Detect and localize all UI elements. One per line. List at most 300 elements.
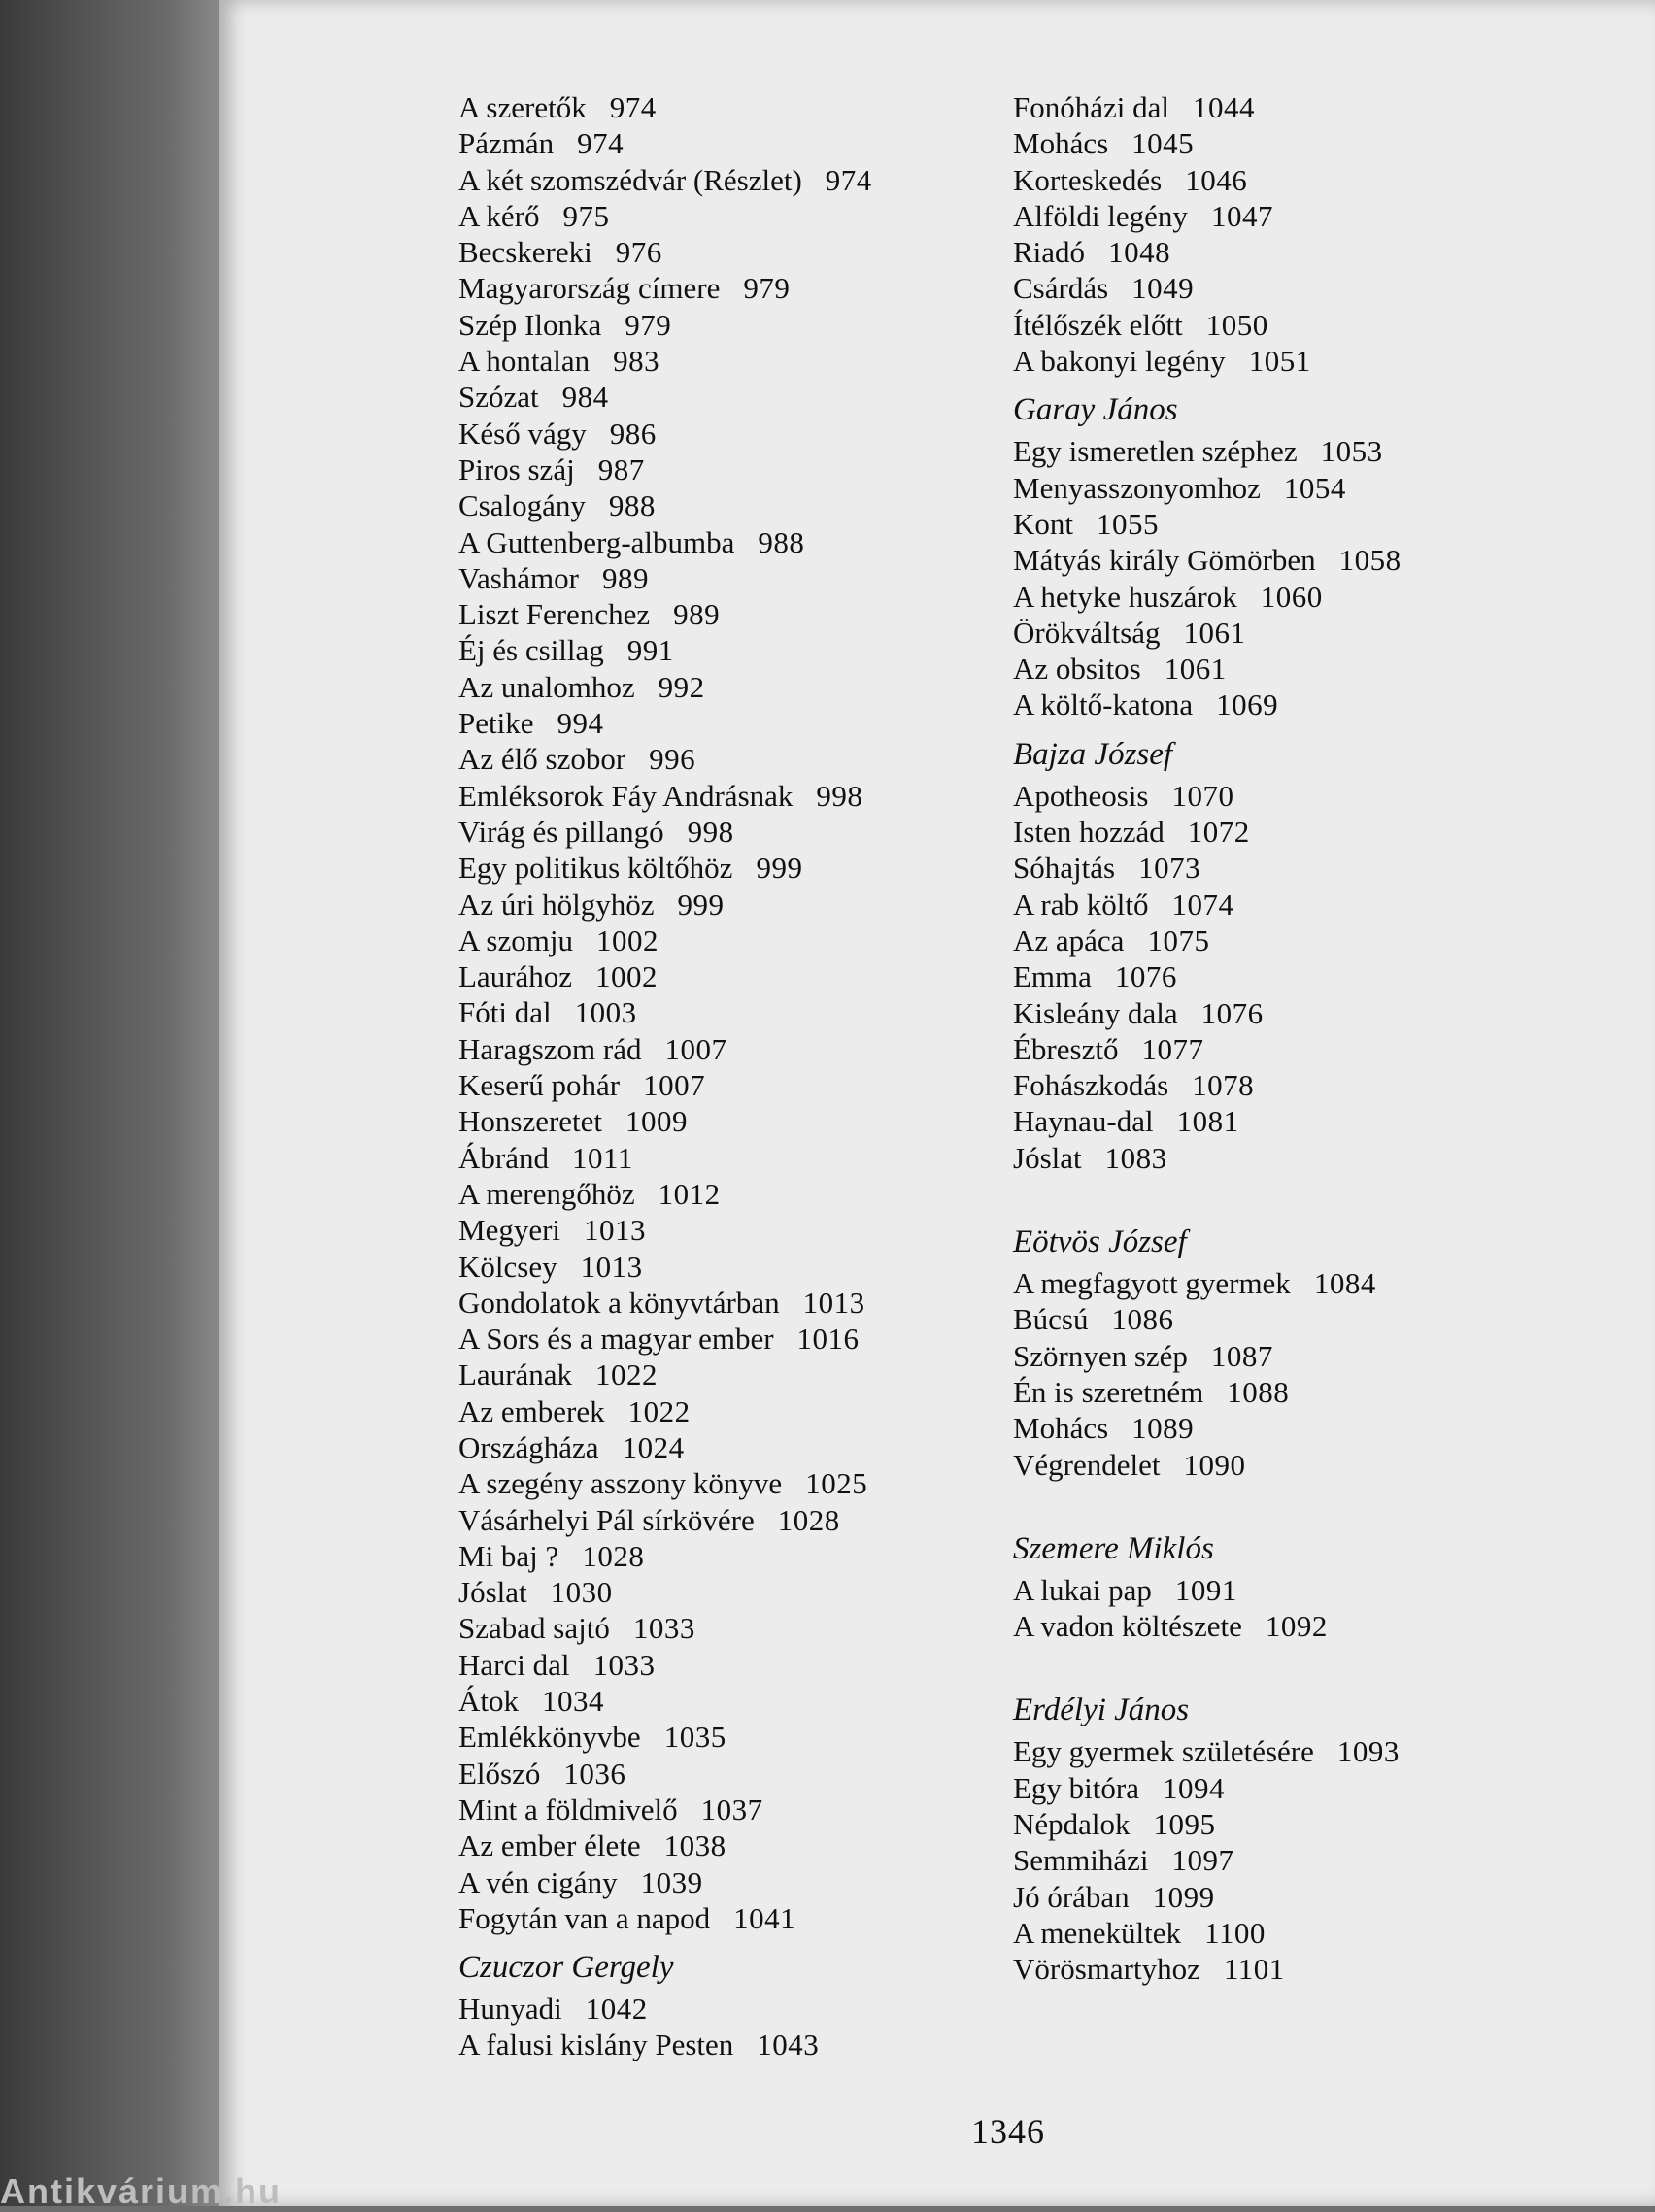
- toc-entry: [1013, 814, 1402, 850]
- toc-entry-page: 1016: [796, 1322, 860, 1357]
- toc-entry-title: Jóslat: [1013, 1140, 1082, 1175]
- toc-entry-title: Egy gyermek születésére: [1013, 1734, 1314, 1769]
- toc-entry: [1013, 1447, 1402, 1483]
- toc-entry: [458, 1285, 872, 1321]
- toc-entry: [458, 307, 872, 343]
- toc-entry-title: Átok: [458, 1684, 519, 1719]
- toc-entry: [458, 198, 872, 234]
- toc-entry: [1013, 125, 1402, 161]
- toc-entry-title: Apotheosis: [1013, 778, 1149, 813]
- toc-entry: [1013, 1733, 1402, 1769]
- toc-entry: [458, 1249, 872, 1285]
- toc-entry: [1013, 1338, 1402, 1374]
- toc-entry: [458, 452, 872, 487]
- toc-entry-page: 1051: [1248, 344, 1311, 379]
- toc-entry-page: 1034: [542, 1684, 604, 1719]
- toc-entry-title: A kérő: [458, 198, 540, 233]
- toc-entry: [458, 1357, 872, 1392]
- toc-entry: [458, 1827, 872, 1863]
- toc-entry-page: 1073: [1138, 851, 1201, 886]
- toc-entry: [458, 1031, 872, 1067]
- toc-entry-title: Örökváltság: [1013, 615, 1161, 650]
- toc-entry: [1013, 506, 1402, 542]
- toc-entry-title: A Guttenberg-albumba: [458, 524, 735, 559]
- toc-entry-page: 1091: [1174, 1572, 1237, 1607]
- toc-left-column: [458, 89, 872, 2063]
- toc-entry-title: A vén cigány: [458, 1864, 618, 1899]
- toc-entry-page: 1070: [1171, 778, 1234, 813]
- toc-entry-page: 983: [613, 344, 660, 379]
- toc-entry-page: 975: [562, 198, 610, 233]
- toc-entry: [1013, 343, 1402, 379]
- toc-entry: [1013, 1301, 1402, 1337]
- section-spacer: [1013, 1176, 1402, 1211]
- toc-entry-title: A megfagyott gyermek: [1013, 1266, 1291, 1301]
- toc-entry-page: 1055: [1097, 506, 1159, 541]
- toc-entry-page: 984: [561, 380, 609, 415]
- toc-entry-page: 1076: [1200, 995, 1264, 1030]
- toc-entry-page: 1028: [582, 1538, 645, 1573]
- toc-entry-title: A Sors és a magyar ember: [458, 1322, 774, 1357]
- toc-entry: [458, 1991, 872, 2027]
- toc-entry: [458, 632, 872, 668]
- toc-entry-page: 1097: [1171, 1843, 1234, 1878]
- toc-entry-title: Isten hozzád: [1013, 815, 1165, 850]
- toc-entry-page: 1083: [1104, 1140, 1167, 1175]
- toc-entry-page: 1022: [595, 1357, 659, 1392]
- toc-entry-page: 1003: [574, 995, 637, 1030]
- toc-entry: [458, 343, 872, 379]
- toc-entry-page: 1038: [663, 1828, 726, 1863]
- toc-entry-title: Riadó: [1013, 235, 1086, 270]
- toc-entry: [1013, 1879, 1402, 1915]
- toc-entry-page: 1044: [1193, 90, 1255, 124]
- toc-entry: [458, 1140, 872, 1176]
- toc-entry-page: 1088: [1227, 1374, 1290, 1409]
- toc-entry-title: Az obsitos: [1013, 652, 1141, 687]
- toc-entry: [458, 125, 872, 161]
- toc-entry-title: A lukai pap: [1013, 1572, 1152, 1607]
- toc-entry-title: Ébresztő: [1013, 1031, 1119, 1066]
- toc-entry-title: Vashámor: [458, 560, 579, 595]
- toc-entry: [458, 596, 872, 632]
- toc-entry-page: 988: [758, 524, 805, 559]
- toc-entry-title: Szörnyen szép: [1013, 1338, 1188, 1373]
- toc-entry-title: Előszó: [458, 1756, 541, 1791]
- toc-entry: [458, 162, 872, 198]
- toc-entry-page: 1060: [1260, 579, 1323, 614]
- toc-entry-title: Az élő szobor: [458, 742, 626, 777]
- toc-entry-page: 986: [609, 416, 657, 451]
- toc-entry-page: 1002: [595, 922, 659, 957]
- toc-entry-title: Egy politikus költőhöz: [458, 851, 733, 886]
- toc-entry: [1013, 922, 1402, 958]
- toc-entry: [1013, 89, 1402, 125]
- toc-entry: [1013, 615, 1402, 651]
- toc-entry: [458, 234, 872, 270]
- toc-entry: [1013, 1770, 1402, 1806]
- toc-entry-page: 1007: [643, 1068, 706, 1103]
- toc-entry-title: Gondolatok a könyvtárban: [458, 1285, 780, 1320]
- toc-entry: [458, 1502, 872, 1538]
- toc-entry-page: 1049: [1131, 271, 1195, 306]
- toc-entry-page: 1046: [1185, 162, 1248, 197]
- toc-entry: [1013, 1374, 1402, 1410]
- toc-entry-page: 1100: [1204, 1915, 1266, 1950]
- toc-entry-title: Egy ismeretlen széphez: [1013, 434, 1298, 469]
- toc-entry: [1013, 651, 1402, 687]
- toc-entry: [458, 270, 872, 306]
- toc-entry-title: Vörösmartyhoz: [1013, 1952, 1200, 1987]
- toc-entry-title: Fohászkodás: [1013, 1068, 1169, 1103]
- toc-entry-title: Hunyadi: [458, 1992, 562, 2027]
- toc-entry-title: Országháza: [458, 1429, 599, 1464]
- toc-entry-title: Az emberek: [458, 1393, 605, 1428]
- toc-entry-title: A rab költő: [1013, 887, 1149, 922]
- author-heading: Eötvös József: [1013, 1224, 1187, 1260]
- watermark: Antikvárium.hu: [0, 2171, 283, 2211]
- toc-entry-page: 1036: [563, 1756, 626, 1791]
- toc-entry-page: 1042: [585, 1992, 648, 2027]
- toc-entry-title: Búcsú: [1013, 1302, 1089, 1337]
- toc-entry-title: Keserű pohár: [458, 1068, 621, 1103]
- toc-entry-page: 974: [609, 90, 657, 124]
- toc-entry-page: 1030: [550, 1575, 613, 1610]
- toc-entry: [458, 1176, 872, 1212]
- toc-entry-page: 1069: [1216, 687, 1279, 722]
- toc-entry-title: Virág és pillangó: [458, 814, 664, 849]
- toc-entry: [458, 1864, 872, 1900]
- toc-entry-title: Szabad sajtó: [458, 1611, 610, 1646]
- toc-entry-page: 1009: [625, 1104, 689, 1139]
- toc-entry: [1013, 1410, 1402, 1446]
- toc-entry: [1013, 778, 1402, 814]
- toc-entry: [458, 1429, 872, 1465]
- toc-entry: [1013, 307, 1402, 343]
- toc-entry-title: Mint a földmivelő: [458, 1792, 678, 1827]
- toc-entry-title: Emlékkönyvbe: [458, 1720, 641, 1755]
- toc-entry-title: Kont: [1013, 506, 1073, 541]
- toc-entry-page: 994: [557, 706, 604, 741]
- toc-entry-title: A vadon költészete: [1013, 1609, 1242, 1644]
- toc-entry: [1013, 1915, 1402, 1951]
- toc-entry-title: A szomju: [458, 922, 573, 957]
- toc-entry-page: 989: [673, 597, 721, 632]
- toc-entry-title: Kisleány dala: [1013, 995, 1178, 1030]
- book-page: [219, 0, 1655, 2206]
- toc-entry: [1013, 958, 1402, 994]
- toc-entry-title: Mátyás király Gömörben: [1013, 543, 1316, 578]
- toc-entry-title: Vásárhelyi Pál sírkövére: [458, 1502, 755, 1537]
- toc-entry: [458, 1792, 872, 1827]
- toc-entry-title: Korteskedés: [1013, 162, 1163, 197]
- toc-entry: [458, 1465, 872, 1501]
- toc-entry-title: Emma: [1013, 959, 1092, 994]
- toc-entry-page: 1013: [584, 1213, 647, 1248]
- toc-entry-title: Laurának: [458, 1357, 573, 1392]
- toc-entry: [458, 778, 872, 814]
- toc-entry: [458, 1393, 872, 1429]
- toc-entry-page: 1002: [595, 959, 659, 994]
- toc-entry-page: 1053: [1320, 434, 1383, 469]
- toc-entry-title: Éj és csillag: [458, 633, 604, 668]
- toc-entry: [458, 741, 872, 777]
- toc-entry: [1013, 470, 1402, 506]
- toc-entry: [1013, 1103, 1402, 1139]
- toc-entry-page: 1054: [1283, 470, 1346, 505]
- author-heading: Szemere Miklós: [1013, 1530, 1214, 1566]
- toc-entry-title: A merengőhöz: [458, 1176, 635, 1211]
- author-heading: Garay János: [1013, 392, 1178, 428]
- toc-entry-title: Csalogány: [458, 488, 586, 523]
- toc-entry: [1013, 162, 1402, 198]
- toc-entry-page: 998: [687, 814, 734, 849]
- toc-entry-page: 974: [825, 162, 872, 197]
- author-heading: Czuczor Gergely: [458, 1950, 674, 1986]
- toc-entry-page: 1041: [733, 1900, 796, 1935]
- toc-entry-page: 1061: [1164, 652, 1227, 687]
- toc-entry-title: Becskereki: [458, 235, 592, 270]
- toc-entry-title: Menyasszonyomhoz: [1013, 470, 1261, 505]
- toc-entry-page: 1037: [700, 1792, 763, 1827]
- toc-entry-title: A bakonyi legény: [1013, 344, 1226, 379]
- toc-entry: [1013, 887, 1402, 922]
- toc-entry: [458, 1574, 872, 1610]
- toc-entry: [458, 1647, 872, 1683]
- toc-entry-page: 1043: [757, 2028, 820, 2062]
- toc-entry-title: A szeretők: [458, 90, 587, 124]
- toc-entry-page: 1101: [1223, 1952, 1285, 1987]
- toc-entry: [458, 1756, 872, 1792]
- toc-entry: [458, 379, 872, 415]
- toc-entry-title: Pázmán: [458, 126, 555, 161]
- toc-entry-title: Mohács: [1013, 1411, 1109, 1446]
- toc-entry: [458, 1610, 872, 1646]
- toc-entry-title: Megyeri: [458, 1213, 561, 1248]
- toc-entry-title: Laurához: [458, 959, 573, 994]
- toc-entry-page: 1033: [632, 1611, 695, 1646]
- toc-entry-title: Haynau-dal: [1013, 1104, 1154, 1139]
- toc-entry-page: 1024: [622, 1429, 685, 1464]
- toc-entry-title: Csárdás: [1013, 271, 1109, 306]
- toc-entry-page: 1012: [658, 1176, 721, 1211]
- toc-entry-title: Ítélőszék előtt: [1013, 307, 1183, 342]
- toc-entry-title: Az apáca: [1013, 922, 1125, 957]
- toc-entry-title: Én is szeretném: [1013, 1374, 1204, 1409]
- toc-entry: [1013, 198, 1402, 234]
- toc-entry-title: Fóti dal: [458, 995, 552, 1030]
- toc-entry-title: A két szomszédvár (Részlet): [458, 162, 802, 197]
- toc-entry: [458, 560, 872, 596]
- toc-entry-title: Ábránd: [458, 1140, 549, 1175]
- toc-entry: [1013, 1265, 1402, 1301]
- toc-entry-title: Sóhajtás: [1013, 851, 1116, 886]
- toc-entry-title: A szegény asszony könyve: [458, 1466, 783, 1501]
- toc-entry-title: Fonóházi dal: [1013, 90, 1169, 124]
- toc-entry-title: Alföldi legény: [1013, 198, 1188, 233]
- toc-entry: [458, 1719, 872, 1755]
- toc-entry-title: Mi baj ?: [458, 1538, 559, 1573]
- section-spacer: [1013, 1644, 1402, 1679]
- toc-entry-page: 1093: [1336, 1734, 1400, 1769]
- toc-entry: [458, 487, 872, 523]
- toc-entry: [1013, 1608, 1402, 1644]
- toc-entry: [1013, 542, 1402, 578]
- toc-entry-page: 1072: [1187, 815, 1250, 850]
- toc-entry: [458, 524, 872, 560]
- toc-entry-page: 998: [816, 778, 863, 813]
- toc-entry-page: 976: [615, 235, 662, 270]
- toc-entry-page: 987: [597, 452, 645, 486]
- toc-entry-page: 1092: [1265, 1609, 1328, 1644]
- toc-entry-title: Haragszom rád: [458, 1031, 642, 1066]
- toc-entry-page: 974: [577, 126, 625, 161]
- toc-entry-title: Egy bitóra: [1013, 1770, 1139, 1805]
- toc-entry-page: 1050: [1205, 307, 1268, 342]
- author-heading: Erdélyi János: [1013, 1693, 1190, 1728]
- toc-entry: [1013, 270, 1402, 306]
- toc-entry: [458, 850, 872, 886]
- toc-entry: [458, 814, 872, 850]
- toc-entry-title: Az ember élete: [458, 1828, 641, 1863]
- toc-entry: [458, 1103, 872, 1139]
- toc-entry-page: 1087: [1210, 1338, 1273, 1373]
- toc-entry-page: 1077: [1141, 1031, 1204, 1066]
- toc-entry: [458, 89, 872, 125]
- toc-entry-title: Az úri hölgyhöz: [458, 887, 655, 922]
- toc-entry: [1013, 1806, 1402, 1842]
- toc-entry: [1013, 1572, 1402, 1608]
- toc-entry-page: 1045: [1131, 126, 1195, 161]
- toc-entry: [458, 669, 872, 705]
- toc-entry-page: 1058: [1338, 543, 1402, 578]
- toc-entry-title: Piros száj: [458, 452, 575, 486]
- toc-entry: [458, 994, 872, 1030]
- toc-entry-page: 996: [649, 742, 696, 777]
- toc-entry-page: 1086: [1111, 1302, 1174, 1337]
- toc-entry-page: 1094: [1163, 1770, 1225, 1805]
- toc-entry-title: A költő-katona: [1013, 687, 1194, 722]
- toc-entry-page: 992: [658, 669, 705, 704]
- toc-entry-title: Késő vágy: [458, 416, 587, 451]
- toc-entry: [1013, 687, 1402, 722]
- toc-entry: [458, 887, 872, 922]
- toc-entry-title: Kölcsey: [458, 1249, 557, 1284]
- page-number: 1346: [971, 2112, 1045, 2151]
- toc-entry-page: 1013: [802, 1285, 865, 1320]
- toc-entry-page: 979: [625, 307, 672, 342]
- toc-entry-title: Liszt Ferenchez: [458, 597, 651, 632]
- toc-entry-page: 1047: [1210, 198, 1273, 233]
- toc-entry: [458, 1212, 872, 1248]
- section-spacer: [1013, 1483, 1402, 1518]
- toc-entry-title: A hetyke huszárok: [1013, 579, 1237, 614]
- toc-entry-title: Petike: [458, 706, 534, 741]
- toc-entry-page: 1078: [1192, 1068, 1255, 1103]
- toc-entry-page: 1022: [627, 1393, 691, 1428]
- toc-entry: [458, 1538, 872, 1574]
- toc-entry-page: 1025: [805, 1466, 868, 1501]
- toc-entry-page: 999: [756, 851, 803, 886]
- toc-entry-page: 1074: [1171, 887, 1234, 922]
- toc-entry: [458, 1067, 872, 1103]
- toc-entry-page: 1061: [1183, 615, 1246, 650]
- toc-entry: [458, 1321, 872, 1357]
- toc-entry-page: 1081: [1176, 1104, 1239, 1139]
- toc-entry: [1013, 995, 1402, 1031]
- toc-entry-page: 979: [743, 271, 791, 306]
- toc-entry: [458, 958, 872, 994]
- toc-entry-title: A hontalan: [458, 344, 591, 379]
- toc-entry-title: Az unalomhoz: [458, 669, 635, 704]
- book-spine-shadow: [0, 0, 221, 2206]
- toc-entry-page: 989: [601, 560, 649, 595]
- toc-entry-page: 1011: [571, 1140, 633, 1175]
- toc-entry-page: 1090: [1183, 1447, 1246, 1482]
- toc-entry-page: 988: [608, 488, 656, 523]
- toc-entry: [458, 1900, 872, 1936]
- toc-entry-page: 1084: [1313, 1266, 1376, 1301]
- toc-entry-title: Harci dal: [458, 1647, 570, 1682]
- toc-entry: [1013, 1031, 1402, 1067]
- toc-entry-title: Fogytán van a napod: [458, 1900, 711, 1935]
- toc-entry-page: 1039: [640, 1864, 703, 1899]
- toc-entry: [1013, 1067, 1402, 1103]
- toc-entry: [1013, 433, 1402, 469]
- toc-entry-page: 1076: [1114, 959, 1177, 994]
- toc-entry-page: 1007: [664, 1031, 727, 1066]
- toc-entry-page: 1035: [663, 1720, 726, 1755]
- toc-entry-title: Népdalok: [1013, 1806, 1131, 1841]
- toc-entry: [1013, 579, 1402, 615]
- toc-entry-page: 1013: [580, 1249, 643, 1284]
- toc-entry-title: Jó órában: [1013, 1879, 1130, 1914]
- toc-entry-title: A falusi kislány Pesten: [458, 2028, 734, 2062]
- toc-entry: [458, 922, 872, 958]
- toc-entry-title: Semmiházi: [1013, 1843, 1149, 1878]
- toc-entry-page: 1099: [1152, 1879, 1215, 1914]
- toc-entry: [1013, 1140, 1402, 1176]
- toc-entry-page: 1095: [1153, 1806, 1216, 1841]
- toc-entry-page: 1033: [592, 1647, 656, 1682]
- toc-entry-title: Emléksorok Fáy Andrásnak: [458, 778, 794, 813]
- toc-entry-page: 1075: [1147, 922, 1210, 957]
- toc-entry-page: 1089: [1131, 1411, 1195, 1446]
- toc-entry-title: Honszeretet: [458, 1104, 603, 1139]
- toc-entry-title: Jóslat: [458, 1575, 527, 1610]
- toc-entry-page: 1048: [1108, 235, 1171, 270]
- toc-entry-page: 999: [677, 887, 725, 922]
- toc-entry-title: Szép Ilonka: [458, 307, 602, 342]
- toc-entry-title: Végrendelet: [1013, 1447, 1161, 1482]
- toc-entry: [1013, 1951, 1402, 1987]
- toc-entry: [1013, 1842, 1402, 1878]
- toc-entry: [458, 2027, 872, 2062]
- author-heading: Bajza József: [1013, 736, 1173, 772]
- toc-entry: [1013, 850, 1402, 886]
- toc-entry: [458, 1683, 872, 1719]
- toc-entry-title: Mohács: [1013, 126, 1109, 161]
- toc-entry-title: Magyarország címere: [458, 271, 721, 306]
- toc-entry-page: 1028: [777, 1502, 840, 1537]
- toc-entry: [458, 416, 872, 452]
- toc-entry-title: Szózat: [458, 380, 539, 415]
- toc-entry-title: A menekültek: [1013, 1915, 1182, 1950]
- toc-right-column: [1013, 89, 1402, 1987]
- toc-entry: [1013, 234, 1402, 270]
- toc-entry-page: 991: [626, 633, 674, 668]
- toc-entry: [458, 705, 872, 741]
